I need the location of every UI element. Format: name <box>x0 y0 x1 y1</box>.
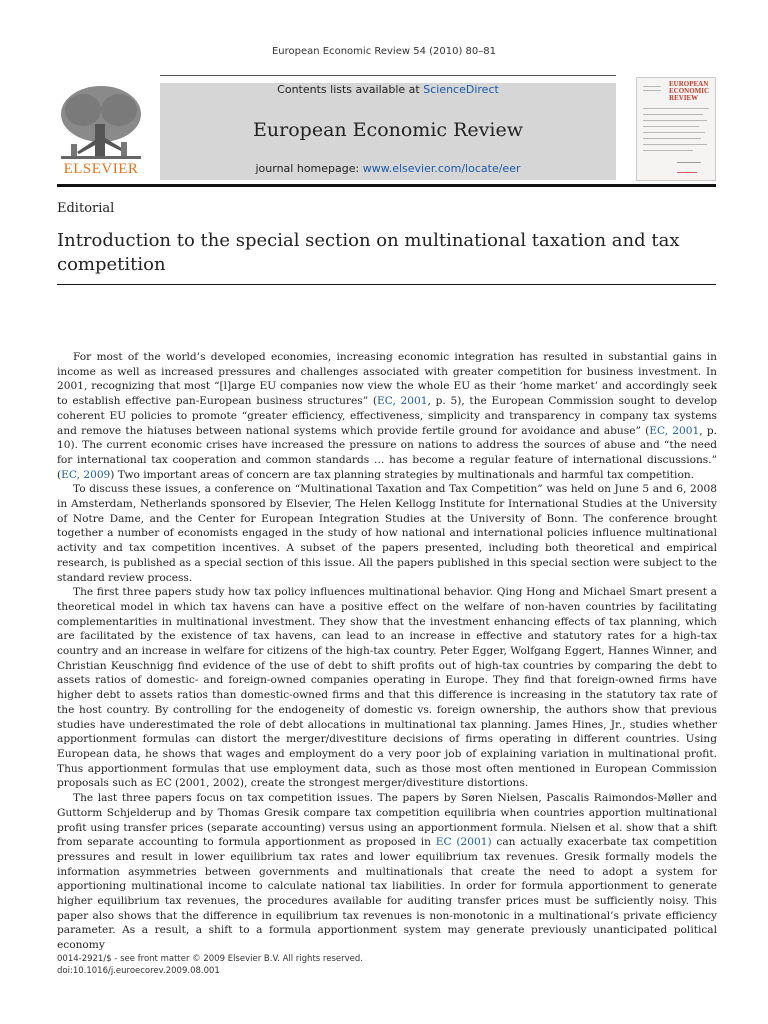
paragraph-text: For most of the world’s developed economies, increasing economic integration has resulted in substantial gains in income as well as increased pressures and challenges associated with greater competition for business investment. In 2001, recognizing that most “[l]arge EU companies now view the whole EU as their ‘home market’ and accordingly seek to establish effective pan-European business structures” ( <box>57 351 717 408</box>
masthead-top-rule <box>160 75 616 76</box>
page-footer <box>57 953 363 977</box>
paragraph-text: , p. 10). The current economic crises have increased the pressure on nations to address the sources of abuse and “the need for international tax cooperation and common standards … has become a regular feature of international discussions.” ( <box>57 424 718 481</box>
cover-decor-line <box>677 162 701 163</box>
title-rule <box>57 284 716 285</box>
contents-prefix: Contents lists available at <box>277 83 424 96</box>
body-paragraph <box>57 585 717 791</box>
paragraph-text: , p. 5), the European Commission sought to develop coherent EU policies to promote “greater efficiency, effectiveness, simplicity and transparency in company tax systems and remove the hiatuses between national systems which provide fertile ground for avoidance and abuse” ( <box>57 395 718 437</box>
article-title: Introduction to the special section on multinational taxation and tax competition <box>57 230 680 275</box>
front-matter-notice: 0014-2921/$ - see front matter © 2009 Elsevier B.V. All rights reserved. <box>57 954 363 964</box>
doi-line[interactable]: doi:10.1016/j.euroecorev.2009.08.001 <box>57 966 220 976</box>
paragraph-text: To discuss these issues, a conference on “Multinational Taxation and Tax Competition” was held on June 5 and 6, 2008 in Amsterdam, Netherlands sponsored by Elsevier, The Helen Kellogg Institute for International Studies at the University of Notre Dame, and the Center for European Integration Studies at the University of Bonn. The conference brought together a number of economists engaged in the study of how national and international policies influence multinational activity and tax competition incentives. A subset of the papers presented, including both theoretical and empirical research, is published as a special section of this issue. All the papers published in this special section were subject to the standard review process. <box>57 483 717 584</box>
cover-title-line: ECONOMIC <box>669 87 710 95</box>
journal-homepage-link[interactable]: www.elsevier.com/locate/eer <box>362 162 521 175</box>
paragraph-text: ) Two important areas of concern are tax planning strategies by multinationals and harmful tax competition. <box>110 468 695 481</box>
cover-decor-line <box>643 86 661 87</box>
cover-decor-line <box>643 114 703 115</box>
article-section-label: Editorial <box>57 201 115 216</box>
cover-decor-line <box>643 138 701 139</box>
journal-title: European Economic Review <box>253 119 523 141</box>
cover-decor-line <box>643 90 661 91</box>
header-rule <box>57 184 716 187</box>
paragraph-text: The first three papers study how tax policy influences multinational behavior. Qing Hong and Michael Smart present a theoretical model in which tax havens can have a positive effect on the welfare of non-haven countries by facilitating complementarities in multinational investment. They show that the investment enhancing effects of tax planning, which are facilitated by the existence of tax havens, can lead to an increase in effective and statutory rates for a high-tax country and an increase in welfare for citizens of the high-tax country. Peter Egger, Wolfgang Eggert, Hannes Winner, and Christian Keuschnigg find evidence of the use of debt to shift profits out of high-tax countries by comparing the debt to assets ratios of domestic- and foreign-owned companies operating in Europe. They find that foreign-owned firms have higher debt to assets ratios than domestic-owned firms and that this difference is increasing in the statutory tax rate of the host country. By controlling for the endogeneity of domestic vs. foreign ownership, the authors show that previous studies have underestimated the role of debt allocations in multinational tax planning. James Hines, Jr., studies whether apportionment formulas can distort the merger/divestiture decisions of firms operating in different countries. Using European data, he shows that wages and employment do a very poor job of explaining variation in multinational profit. Thus apportionment formulas that use employment data, such as those most often mentioned in European Commission proposals such as EC (2001, 2002), create the strongest merger/divestiture distortions. <box>57 586 717 790</box>
journal-reference: European Economic Review 54 (2010) 80–81 <box>271 46 497 57</box>
article-body <box>57 350 717 953</box>
sciencedirect-link[interactable]: ScienceDirect <box>423 83 499 96</box>
paragraph-text: The last three papers focus on tax competition issues. The papers by Søren Nielsen, Pascalis Raimondos-Møller and Guttorm Schjelderup and by Thomas Gresik compare tax competition equilibria when countries apportion multinational profit using transfer prices (separate accounting) versus using an apportionment formula. Nielsen et al. show that a shift from separate accounting to formula apportionment as proposed in <box>57 792 717 849</box>
cover-decor-line <box>643 126 699 127</box>
cover-title-line: EUROPEAN <box>669 80 709 88</box>
body-paragraph <box>57 350 717 482</box>
journal-cover-thumbnail <box>636 77 716 181</box>
citation-link[interactable]: EC, 2001 <box>376 395 428 408</box>
journal-masthead <box>160 83 616 180</box>
citation-link[interactable]: EC, 2009 <box>61 468 111 481</box>
cover-decor-line <box>643 132 705 133</box>
cover-title <box>669 81 715 102</box>
paragraph-text: can actually exacerbate tax competition pressures and result in lower equilibrium tax rates and lower equilibrium tax revenues. Gresik formally models the information asymmetries between governments and multinationals that create the need to adopt a system for apportioning multinational income to calculate national tax liabilities. In order for formula apportionment to generate higher equilibrium tax revenues, the procedures available for auditing transfer prices must be sufficiently noisy. This paper also shows that the difference in equilibrium tax revenues is non-monotonic in a multinational’s private efficiency parameter. As a result, a shift to a formula apportionment system may generate previously unanticipated political economy <box>57 836 717 952</box>
cover-decor-line <box>643 144 707 145</box>
homepage-line <box>160 162 616 175</box>
citation-link[interactable]: EC (2001) <box>435 836 492 849</box>
cover-decor-line <box>643 120 707 121</box>
cover-decor-line <box>643 150 693 151</box>
cover-decor-line <box>677 172 697 173</box>
contents-line <box>160 83 616 96</box>
cover-decor-line <box>643 108 709 109</box>
publisher-name: ELSEVIER <box>63 161 139 177</box>
body-paragraph <box>57 791 717 953</box>
body-paragraph <box>57 482 717 585</box>
cover-title-line: REVIEW <box>669 94 699 102</box>
citation-link[interactable]: EC, 2001 <box>649 424 700 437</box>
homepage-prefix: journal homepage: <box>255 162 363 175</box>
